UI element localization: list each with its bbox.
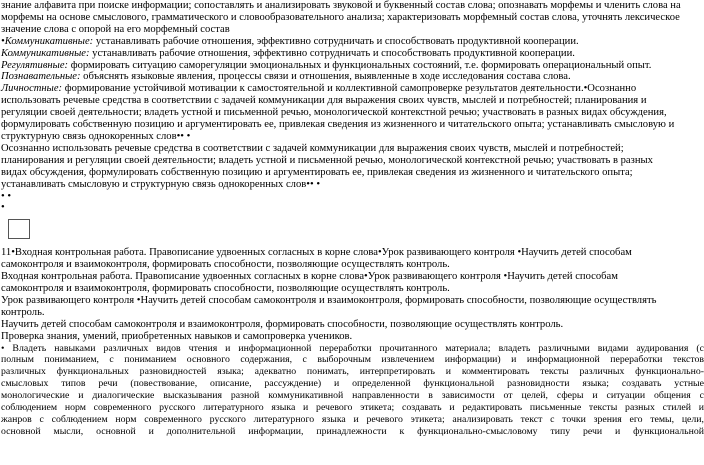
personal-text: формирование устойчивой мотивации к самостоятельной и коллективной самопроверке результатов деятельности.•Осознанно [62,83,637,95]
empty-image-placeholder [8,219,30,239]
justified-line: полным пониманием, с пониманием основного содержания, с выборочным извлечением информации) и информационной переработки текстов [1,354,704,366]
regulative-line [0,60,704,72]
lesson-row-line: самоконтроля и взаимоконтроля, формировать способности, позволяющие осуществлять контроль. [1,259,450,271]
text-line: структурную связь однокоренных слов•• • [1,130,191,142]
personal-label: Личностные: [1,83,63,95]
text-line: Осознанно использовать речевые средства в соответствии с задачей коммуникации для выражения своих чувств, мыслей и потребностей; [1,142,624,154]
text-line: устанавливать смысловую и структурную связь однокоренных слов•• • [1,178,321,190]
text-line: знание алфавита при поиске информации; сопоставлять и анализировать звуковой и буквенный состав слова; опознавать морфемы и членить слова на [1,0,681,11]
cognitive-text: объяснять языковые явления, процессы связи и отношения, выявленные в ходе исследования состава слова. [80,71,571,83]
bullet-line: • [1,202,5,214]
communicative-text: устанавливать рабочие отношения, эффективно сотрудничать и способствовать продуктивной кооперации. [93,35,579,47]
lesson-row-line: Урок развивающего контроля •Научить детей способам самоконтроля и взаимоконтроля, формировать способности, позволяющие осуществлять [1,294,657,306]
communicative-line [0,48,704,60]
text-line: регуляции своей деятельности; владеть устной и письменной речью, монологической контекстной речью; участвовать в разных видах обсуждения, [1,107,667,119]
cognitive-line [0,71,704,83]
text-line: планирования и регуляции своей деятельности; владеть устной и письменной речью, монологической контекстной речью; участвовать в разных [1,154,653,166]
bullet-line: • • [1,190,12,202]
communicative-text: устанавливать рабочие отношения, эффективно сотрудничать и способствовать продуктивной кооперации. [89,47,575,59]
text-line: использовать речевые средства в соответствии с задачей коммуникации для выражения своих чувств, мыслей и потребностей; планирования и [1,95,647,107]
communicative-label: Коммуникативные: [1,47,90,59]
lesson-row-line: контроль. [1,306,45,318]
regulative-text: формировать ситуацию саморегуляции эмоциональных и функциональных состояний, т.е. формировать операциональный опыт. [68,59,652,71]
lesson-row-line: 11•Входная контрольная работа. Правописание удвоенных согласных в корне слова•Урок развивающего контроля •Научить детей способам [1,247,632,259]
communicative-label: •Коммуникативные: [1,35,94,47]
text-line: видах обсуждения, формулировать собственную позицию и аргументировать ее, привлекая сведения из жизненного и читательского опыта; [1,166,633,178]
justified-line: соблюдением норм современного русского литературного языка и речевого этикета; создавать и редактировать письменные тексты разных стилей и [1,402,704,414]
lesson-row-line: самоконтроля и взаимоконтроля, формировать способности, позволяющие осуществлять контроль. [1,283,450,295]
text-line: значение слова с опорой на его морфемный состав [1,23,230,35]
justified-line: смысловых типов речи (повествование, описание, рассуждение) и определенной функциональной разновидности языка; создавать устные [1,378,704,390]
lesson-row-line: Проверка знания, умений, приобретенных навыков и самопроверка учеников. [1,330,353,342]
lesson-row-line: Входная контрольная работа. Правописание удвоенных согласных в корне слова•Урок развивающего контроля •Научить детей способам [1,271,618,283]
regulative-label: Регулятивные: [1,59,69,71]
justified-line: различных функциональных разновидностей языка; адекватно понимать, интерпретировать и комментировать тексты различных функционально- [1,366,704,378]
personal-line [0,83,704,95]
justified-line: монологические и диалогические высказывания разной коммуникативной направленности в зависимости от целей, сферы и ситуации общения с [1,390,704,402]
justified-line: • Владеть навыками различных видов чтения и информационной переработки прочитанного материала; владеть различными видами аудирования (с [1,342,704,354]
justified-line: основной мысли, основной и дополнительной информации, принадлежности к функционально-смысловому типу речи и функциональной [1,425,704,437]
justified-line: жанров с соблюдением норм современного русского литературного языка и речевого этикета; анализировать текст с точки зрения его темы, цели, [1,414,704,425]
text-line: формулировать собственную позицию и аргументировать ее, привлекая сведения из жизненного и читательского опыта; устанавливать смысловую и [1,119,675,131]
communicative-line [0,36,704,48]
cognitive-label: Познавательные: [1,71,81,83]
text-line: морфемы на основе смыслового, грамматического и словообразовательного анализа; характеризовать морфемный состав слова, уточнять лексическое [1,11,680,23]
lesson-row-line: Научить детей способам самоконтроля и взаимоконтроля, формировать способности, позволяющие осуществлять контроль. [1,318,564,330]
